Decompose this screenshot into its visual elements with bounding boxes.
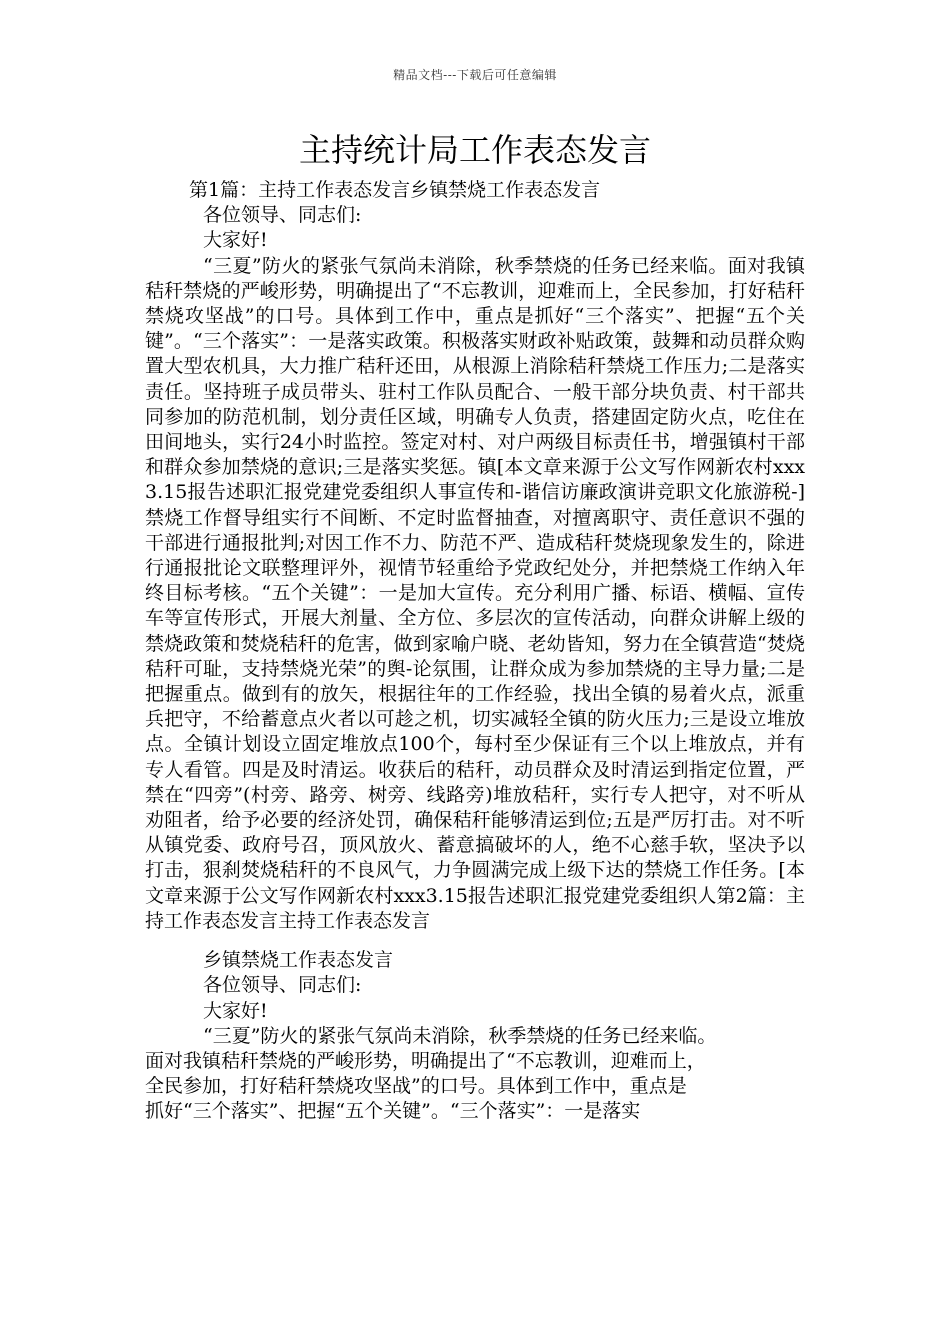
section2-body-line: 面对我镇秸秆禁烧的严峻形势，明确提出了“不忘教训，迎难而上， — [145, 1049, 706, 1072]
section2-body-line: 全民参加，打好秸秆禁烧攻坚战”的口号。具体到工作中，重点是 — [145, 1075, 687, 1098]
section1-salutation: 各位领导、同志们: — [203, 204, 362, 227]
section1-greeting: 大家好! — [203, 229, 268, 252]
document-title: 主持统计局工作表态发言 — [298, 131, 651, 169]
section1-body-paragraph: “三夏”防火的紧张气氛尚未消除，秋季禁烧的任务已经来临。面对我镇秸秆禁烧的严峻形势，明确提出了“不忘教训，迎难而上，全民参加，打好秸秆禁烧攻坚战”的口号。具体到工作中，重点是抓好“三个落实”、把握“五个关键”。“三个落实”：一是落实政策。积极落实财政补贴政策，鼓舞和动员群众购置大型农机具，大力推广秸秆还田，从根源上消除秸秆禁烧工作压力;二是落实责任。坚持班子成员带头、驻村工作队员配合、一般干部分块负责、村干部共同参加的防范机制，划分责任区域，明确专人负责，搭建固定防火点，吃住在田间地头，实行24小时监控。签定对村、对户两级目标责任书，增强镇村干部和群众参加禁烧的意识;三是落实奖惩。镇[本文章来源于公文写作网新农村xxx3.15报告述职汇报党建党委组织人事宣传和-谐信访廉政演讲竞职文化旅游税-]禁烧工作督导组实行不间断、不定时监督抽查，对擅离职守、责任意识不强的干部进行通报批判;对因工作不力、防范不严、造成秸秆焚烧现象发生的，除进行通报批论文联整理评外，视情节轻重给予党政纪处分，并把禁烧工作纳入年终目标考核。“五个关键”：一是加大宣传。充分利用广播、标语、横幅、宣传车等宣传形式，开展大剂量、全方位、多层次的宣传活动，向群众讲解上级的禁烧政策和焚烧秸秆的危害，做到家喻户晓、老幼皆知，努力在全镇营造“焚烧秸秆可耻，支持禁烧光荣”的舆-论氛围，让群众成为参加禁烧的主导力量;二是把握重点。做到有的放矢，根据往年的工作经验，找出全镇的易着火点，派重兵把守，不给蓄意点火者以可趁之机，切实减轻全镇的防火压力;三是设立堆放点。全镇计划设立固定堆放点100个，每村至少保证有三个以上堆放点，并有专人看管。四是及时清运。收获后的秸秆，动员群众及时清运到指定位置，严禁在“四旁”(村旁、路旁、树旁、线路旁)堆放秸秆，实行专人把守，对不听从劝阻者，给予必要的经济处罚，确保秸秆能够清运到位;五是严厉打击。对不听从镇党委、政府号召，顶风放火、蓄意搞破坏的人，绝不心慈手软，坚决予以打击，狠刹焚烧秸秆的不良风气，力争圆满完成上级下达的禁烧工作任务。[本文章来源于公文写作网新农村xxx3.15报告述职汇报党建党委组织人第2篇：主持工作表态发言主持工作表态发言 — [145, 254, 805, 932]
page-header-note: 精品文档---下载后可任意编辑 — [393, 68, 557, 82]
section-gap — [145, 934, 805, 948]
section2-salutation: 各位领导、同志们: — [203, 974, 362, 997]
section2-body-line: “三夏”防火的紧张气氛尚未消除，秋季禁烧的任务已经来临。 — [203, 1024, 717, 1047]
section1-heading: 第1篇：主持工作表态发言乡镇禁烧工作表态发言 — [189, 179, 601, 201]
section2-body-line: 抓好“三个落实”、把握“五个关键”。“三个落实”：一是落实 — [145, 1100, 641, 1123]
section2-heading: 乡镇禁烧工作表态发言 — [203, 949, 394, 972]
document-body — [145, 178, 805, 1125]
section2-body — [145, 1024, 805, 1125]
section2-greeting: 大家好! — [203, 999, 268, 1022]
